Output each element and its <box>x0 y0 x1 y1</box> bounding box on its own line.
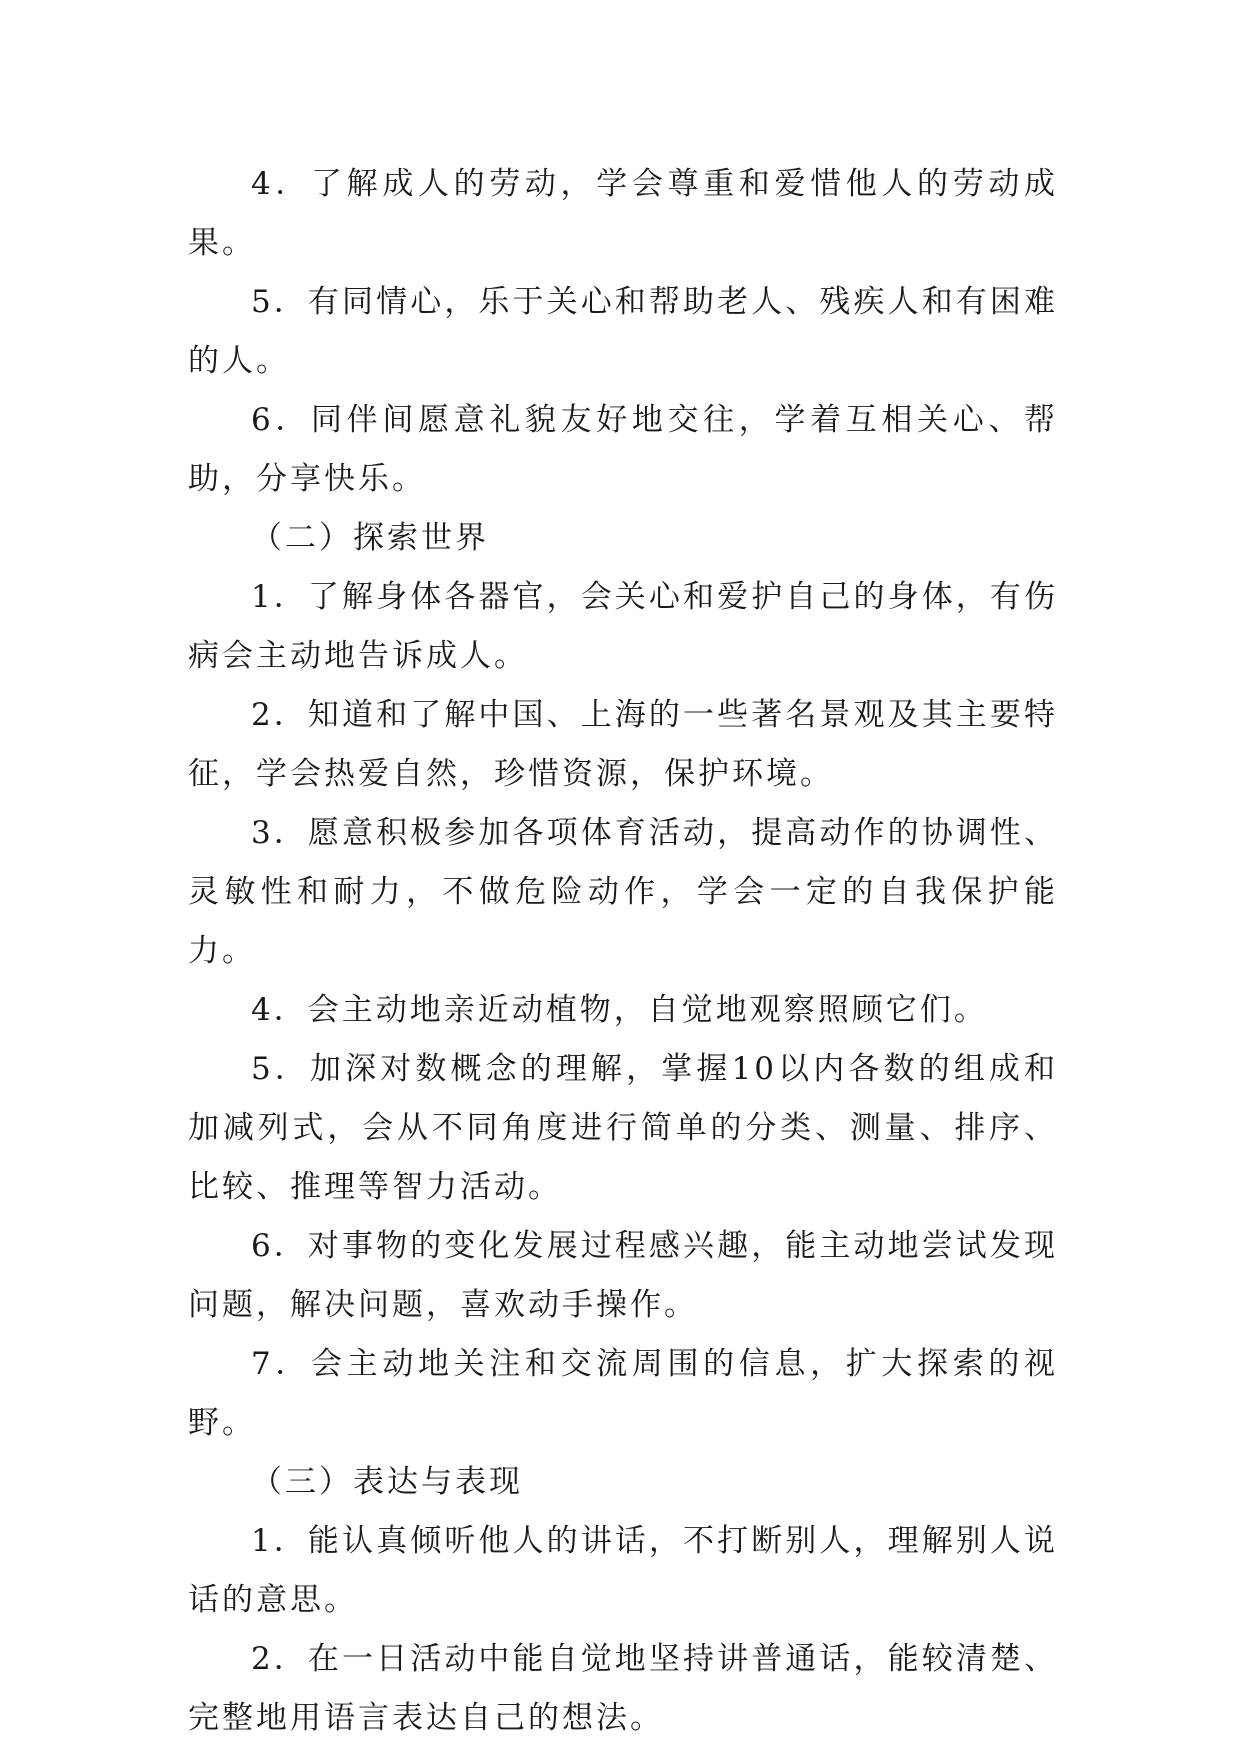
paragraph-item-3-sports: 3．愿意积极参加各项体育活动，提高动作的协调性、灵敏性和耐力，不做危险动作，学会一定的自我保护能力。 <box>188 815 1058 969</box>
paragraph-item-7-information: 7．会主动地关注和交流周围的信息，扩大探索的视野。 <box>188 1346 1058 1441</box>
paragraph-item-4-labor: 4．了解成人的劳动，学会尊重和爱惜他人的劳动成果。 <box>188 166 1058 261</box>
paragraph-item-5-sympathy: 5．有同情心，乐于关心和帮助老人、残疾人和有困难的人。 <box>188 284 1058 379</box>
paragraph-item-4-plants: 4．会主动地亲近动植物，自觉地观察照顾它们。 <box>251 992 988 1028</box>
section-heading-explore-world: （二）探索世界 <box>251 520 489 556</box>
paragraph-item-6-peers: 6．同伴间愿意礼貌友好地交往，学着互相关心、帮助，分享快乐。 <box>188 402 1058 497</box>
paragraph-item-1-listening: 1．能认真倾听他人的讲话，不打断别人，理解别人说话的意思。 <box>188 1523 1058 1618</box>
paragraph-item-1-body: 1．了解身体各器官，会关心和爱护自己的身体，有伤病会主动地告诉成人。 <box>188 579 1058 674</box>
section-heading-expression: （三）表达与表现 <box>251 1464 523 1500</box>
paragraph-item-5-numbers: 5．加深对数概念的理解，掌握10以内各数的组成和加减列式，会从不同角度进行简单的分类、测量、排序、比较、推理等智力活动。 <box>188 1051 1058 1205</box>
paragraph-item-2-landmarks: 2．知道和了解中国、上海的一些著名景观及其主要特征，学会热爱自然，珍惜资源，保护环境。 <box>188 697 1058 792</box>
document-body <box>188 155 1058 1748</box>
paragraph-item-6-curiosity: 6．对事物的变化发展过程感兴趣，能主动地尝试发现问题，解决问题，喜欢动手操作。 <box>188 1228 1058 1323</box>
paragraph-item-2-mandarin: 2．在一日活动中能自觉地坚持讲普通话，能较清楚、完整地用语言表达自己的想法。 <box>188 1641 1058 1736</box>
